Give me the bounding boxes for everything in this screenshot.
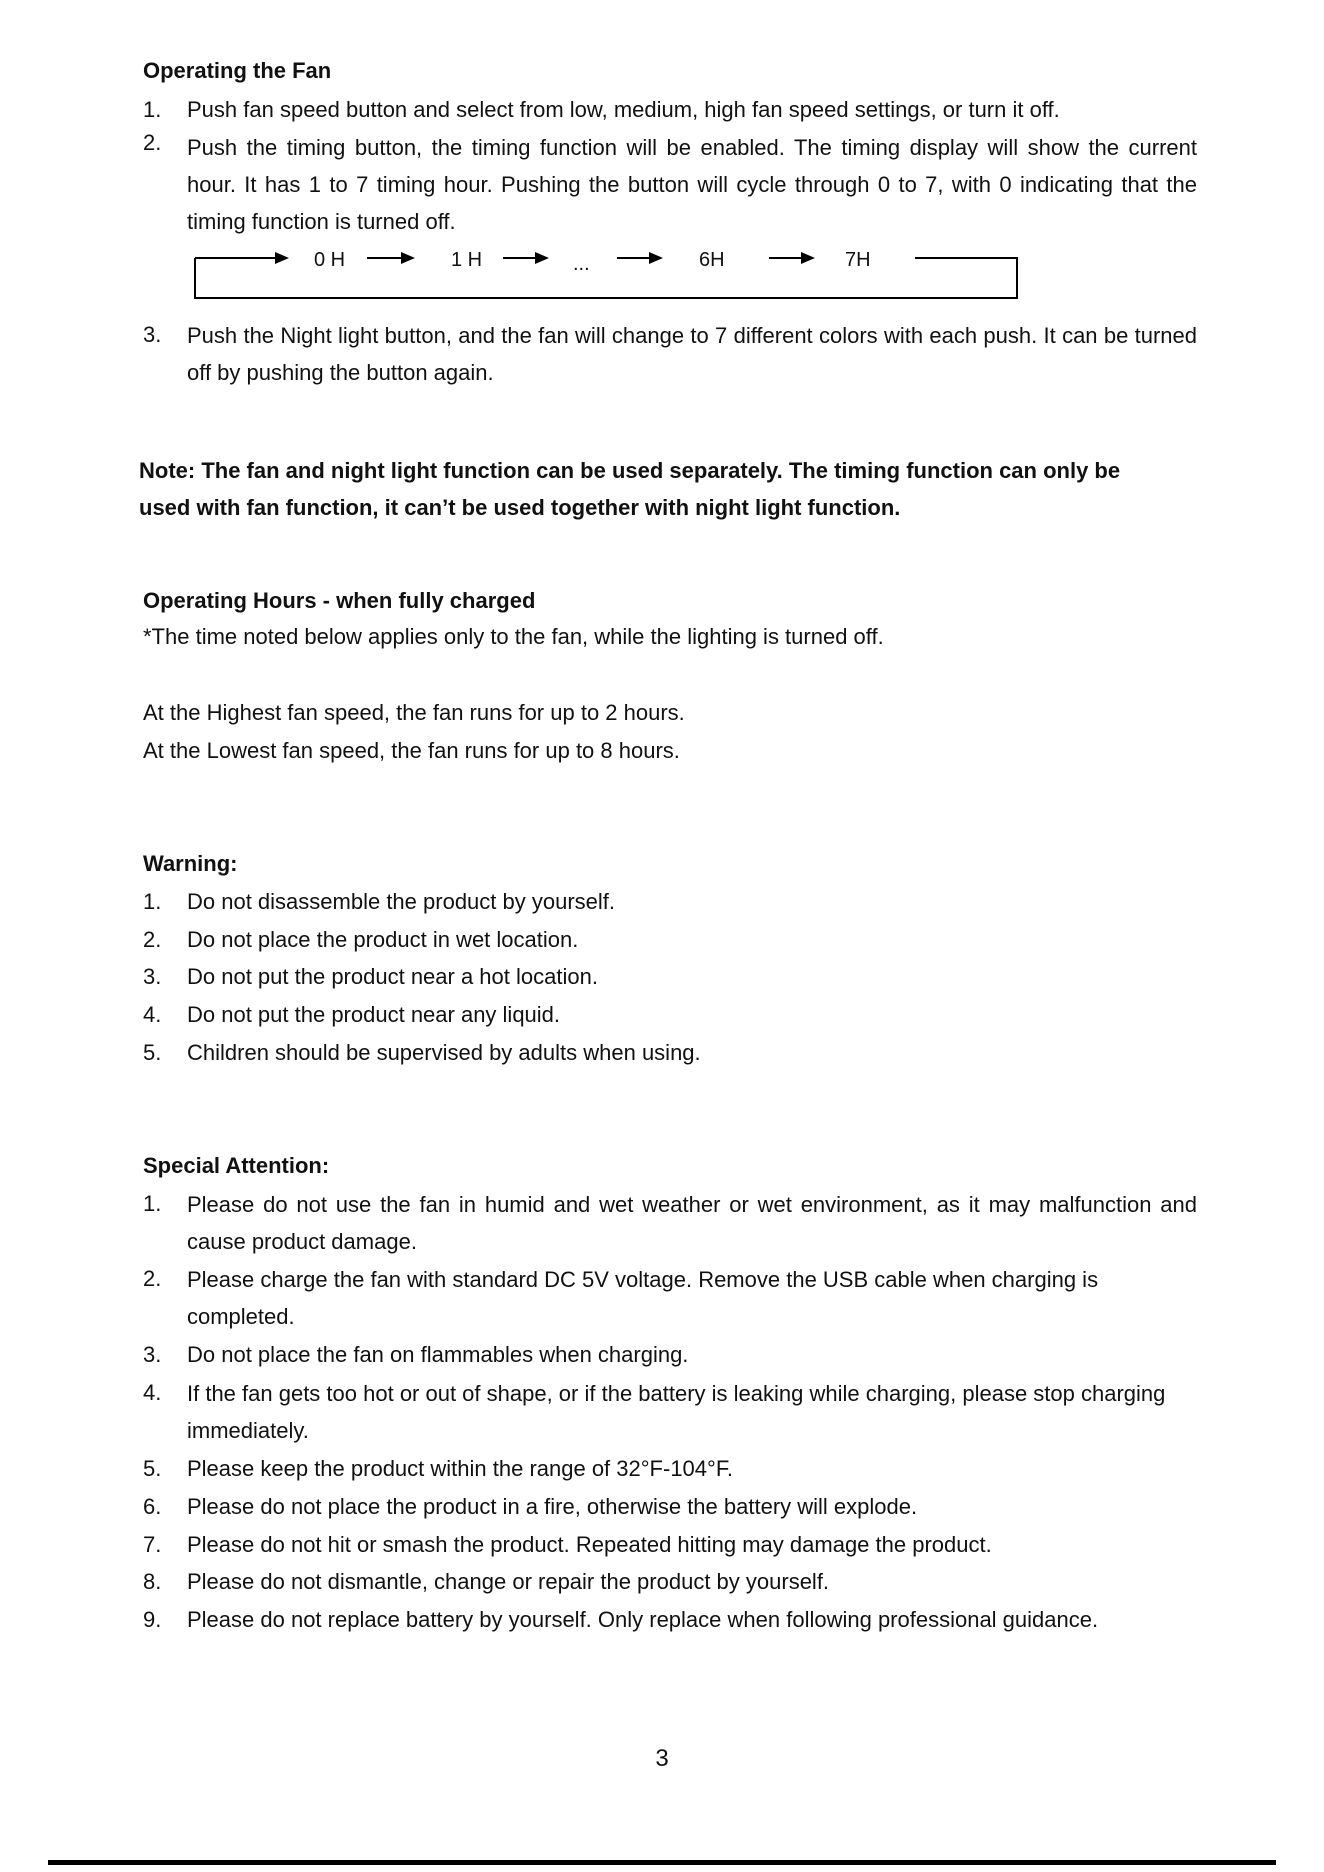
item-number: 4. xyxy=(143,1002,162,1027)
item-text: Do not put the product near a hot location. xyxy=(187,964,598,989)
operating-hours-heading: Operating Hours - when fully charged xyxy=(143,588,536,613)
timer-label-0h: 0 H xyxy=(314,249,346,271)
item-number: 1. xyxy=(143,1191,162,1216)
item-text: Do not put the product near any liquid. xyxy=(187,1002,561,1027)
item-text: Push the timing button, the timing function will be enabled. The timing display will show the current hour. It has 1 to 7 timing hour. Pushing the button will cycle through 0 to 7, with 0 indicating that the timing function is turned off. xyxy=(187,135,1197,234)
operating-hours-line: At the Lowest fan speed, the fan runs for up to 8 hours. xyxy=(143,738,680,763)
item-number: 4. xyxy=(143,1380,162,1405)
item-text: Please do not place the product in a fire, otherwise the battery will explode. xyxy=(187,1494,918,1519)
item-text: If the fan gets too hot or out of shape, or if the battery is leaking while charging, please stop charging immediately. xyxy=(187,1381,1166,1443)
item-number: 6. xyxy=(143,1494,162,1519)
item-text: Do not disassemble the product by yourself. xyxy=(187,889,616,914)
item-number: 3. xyxy=(143,322,162,347)
item-text: Please do not use the fan in humid and wet weather or wet environment, as it may malfunction and cause product damage. xyxy=(187,1192,1197,1254)
item-text: Please do not hit or smash the product. Repeated hitting may damage the product. xyxy=(187,1532,992,1557)
item-number: 1. xyxy=(143,889,162,914)
item-number: 8. xyxy=(143,1569,162,1594)
timer-cycle-diagram xyxy=(193,246,1023,304)
item-number: 1. xyxy=(143,97,162,122)
arrow-head-icon xyxy=(401,252,415,264)
footer-rule xyxy=(48,1860,1276,1865)
operating-hours-line: At the Highest fan speed, the fan runs for up to 2 hours. xyxy=(143,700,685,725)
item-number: 2. xyxy=(143,927,162,952)
timer-label-1h: 1 H xyxy=(451,249,483,271)
item-text: Please do not dismantle, change or repair the product by yourself. xyxy=(187,1569,830,1594)
item-number: 3. xyxy=(143,1342,162,1367)
special-attention-heading: Special Attention: xyxy=(143,1153,330,1178)
timer-label-ellipsis: ... xyxy=(573,253,590,275)
page-number: 3 xyxy=(655,1745,669,1772)
operating-fan-heading: Operating the Fan xyxy=(143,58,332,83)
arrow-head-icon xyxy=(801,252,815,264)
item-text: Do not place the fan on flammables when charging. xyxy=(187,1342,689,1367)
arrow-head-icon xyxy=(535,252,549,264)
item-text: Do not place the product in wet location. xyxy=(187,927,579,952)
warning-heading: Warning: xyxy=(143,851,238,876)
arrow-head-icon xyxy=(275,252,289,264)
item-number: 2. xyxy=(143,1266,162,1291)
timer-label-6h: 6H xyxy=(699,249,725,271)
item-text: Push the Night light button, and the fan will change to 7 different colors with each push. It can be turned off by pushing the button again. xyxy=(187,323,1197,385)
item-text: Please keep the product within the range of 32°F-104°F. xyxy=(187,1456,733,1481)
operating-hours-footnote: *The time noted below applies only to the fan, while the lighting is turned off. xyxy=(143,624,884,649)
item-number: 9. xyxy=(143,1607,162,1632)
item-text: Children should be supervised by adults when using. xyxy=(187,1040,701,1065)
timer-label-7h: 7H xyxy=(845,249,871,271)
arrow-head-icon xyxy=(649,252,663,264)
item-text: Please do not replace battery by yourself. Only replace when following professional guidance. xyxy=(187,1607,1099,1632)
item-text: Please charge the fan with standard DC 5V voltage. Remove the USB cable when charging is completed. xyxy=(187,1267,1099,1329)
note-paragraph: Note: The fan and night light function can be used separately. The timing function can only be used with fan function, it can’t be used together with night light function. xyxy=(139,458,1121,520)
item-number: 7. xyxy=(143,1532,162,1557)
item-number: 5. xyxy=(143,1456,162,1481)
item-text: Push fan speed button and select from low, medium, high fan speed settings, or turn it off. xyxy=(187,97,1060,122)
item-number: 3. xyxy=(143,964,162,989)
item-number: 5. xyxy=(143,1040,162,1065)
item-number: 2. xyxy=(143,130,162,155)
